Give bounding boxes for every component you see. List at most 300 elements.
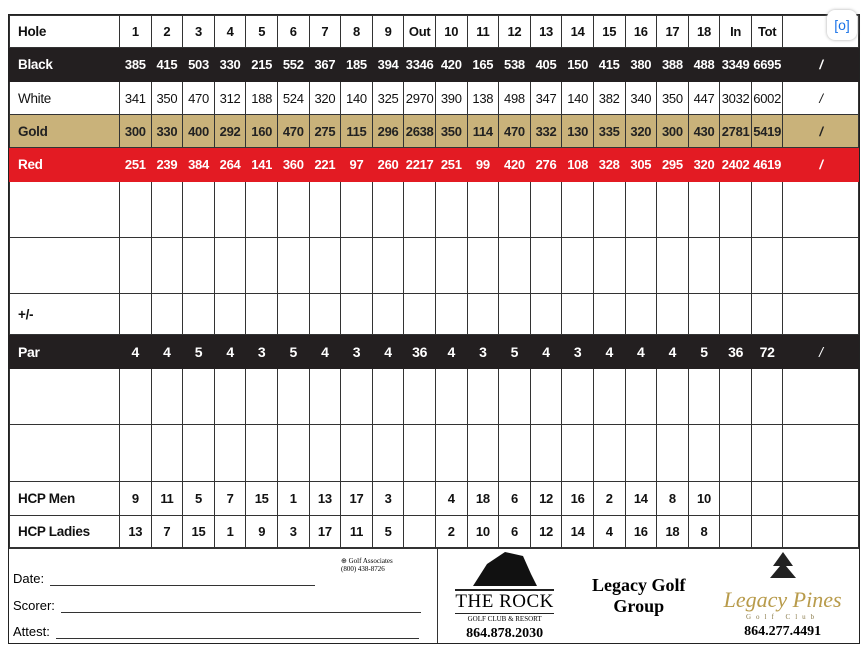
score-cell[interactable] [593,238,625,294]
score-cell[interactable] [309,425,341,482]
score-cell[interactable] [467,182,499,238]
score-cell[interactable] [720,482,752,516]
cell-value: / [783,148,859,182]
score-cell[interactable] [625,182,657,238]
cell-value: 430 [688,115,720,148]
cell-value: 524 [277,82,309,115]
score-cell[interactable] [341,294,373,335]
cell-value: 36 [720,335,752,369]
row-label: HCP Men [10,482,120,516]
score-cell[interactable] [372,182,404,238]
score-cell[interactable] [435,369,467,425]
score-cell[interactable] [751,425,783,482]
cell-value: 5 [183,482,215,516]
score-cell[interactable] [277,238,309,294]
score-cell[interactable] [151,369,183,425]
cell-value: 15 [183,516,215,548]
score-cell[interactable] [783,182,859,238]
row-blank4 [10,425,859,482]
cell-value: 394 [372,48,404,82]
score-cell[interactable] [657,425,689,482]
score-cell[interactable] [499,425,531,482]
legacy-pines-logo [724,552,842,640]
attest-label: Attest: [13,624,50,639]
cell-value: 15 [246,482,278,516]
row-label[interactable] [10,238,120,294]
attest-line[interactable] [13,624,419,639]
cell-value: 384 [183,148,215,182]
cell-value: 14 [625,482,657,516]
cell-value: 5 [499,335,531,369]
cell-value: 140 [562,82,594,115]
score-cell[interactable] [720,182,752,238]
score-cell[interactable] [183,294,215,335]
cell-value: 538 [499,48,531,82]
hole-number: 2 [151,16,183,48]
row-blank1 [10,182,859,238]
legacy-golf-group: Legacy Golf Group [592,575,686,616]
row-red [10,148,859,182]
score-cell[interactable] [404,182,436,238]
row-label[interactable] [10,369,120,425]
scorecard-table [9,15,859,548]
hole-number: 4 [214,16,246,48]
score-cell[interactable] [151,425,183,482]
cell-value: 150 [562,48,594,82]
score-cell[interactable] [183,369,215,425]
cell-value: 114 [467,115,499,148]
score-cell[interactable] [404,294,436,335]
score-cell[interactable] [404,516,436,548]
score-cell[interactable] [562,182,594,238]
score-cell[interactable] [183,425,215,482]
cell-value: 251 [435,148,467,182]
cell-value: / [783,82,859,115]
cell-value: 7 [151,516,183,548]
score-cell[interactable] [467,369,499,425]
cell-value: 130 [562,115,594,148]
score-cell[interactable] [657,369,689,425]
score-cell[interactable] [214,425,246,482]
cell-value: 420 [435,48,467,82]
score-cell[interactable] [783,294,859,335]
score-cell[interactable] [341,182,373,238]
row-label: Gold [10,115,120,148]
score-cell[interactable] [183,182,215,238]
cell-value: 7 [214,482,246,516]
score-cell[interactable] [688,238,720,294]
cell-value: 415 [151,48,183,82]
score-cell[interactable] [341,369,373,425]
score-cell[interactable] [246,425,278,482]
score-cell[interactable] [404,369,436,425]
score-cell[interactable] [277,294,309,335]
score-cell[interactable] [214,238,246,294]
score-cell[interactable] [783,482,859,516]
cell-value: 320 [625,115,657,148]
score-cell[interactable] [246,294,278,335]
score-cell[interactable] [341,425,373,482]
cell-value: 16 [562,482,594,516]
cell-value: 447 [688,82,720,115]
score-cell[interactable] [246,369,278,425]
cell-value: 10 [467,516,499,548]
row-label: Black [10,48,120,82]
row-label[interactable] [10,425,120,482]
score-cell[interactable] [688,182,720,238]
scorecard [8,14,860,644]
cell-value: 5 [372,516,404,548]
score-cell[interactable] [562,369,594,425]
hole-header-row [10,16,859,48]
score-cell[interactable] [751,482,783,516]
cell-value: 3 [341,335,373,369]
row-label: Hole [10,16,120,48]
cell-value: 380 [625,48,657,82]
hole-number: 1 [120,16,152,48]
score-cell[interactable] [783,369,859,425]
cell-value: 36 [404,335,436,369]
cell-value: 141 [246,148,278,182]
score-cell[interactable] [688,369,720,425]
cell-value: 4619 [751,148,783,182]
cell-value: 2638 [404,115,436,148]
row-plusminus [10,294,859,335]
hole-number: 13 [530,16,562,48]
score-cell[interactable] [562,294,594,335]
cell-value: 350 [151,82,183,115]
pines-title: Legacy Pines [723,587,842,612]
score-cell[interactable] [435,238,467,294]
cell-value: 12 [530,516,562,548]
score-cell[interactable] [214,182,246,238]
scan-icon: [o] [834,17,850,33]
pines-phone: 864.277.4491 [744,624,822,639]
score-cell[interactable] [151,294,183,335]
score-cell[interactable] [720,238,752,294]
score-cell[interactable] [657,182,689,238]
row-label: Par [10,335,120,369]
score-cell[interactable] [467,425,499,482]
score-cell[interactable] [372,294,404,335]
hole-number: 17 [657,16,689,48]
cell-value: 347 [530,82,562,115]
hole-number: 3 [183,16,215,48]
cell-value: 470 [499,115,531,148]
hole-number: 12 [499,16,531,48]
cell-value: 328 [593,148,625,182]
cell-value: 13 [120,516,152,548]
cell-value: 390 [435,82,467,115]
score-cell[interactable] [625,369,657,425]
cell-value: 332 [530,115,562,148]
score-cell[interactable] [309,238,341,294]
cell-value: 275 [309,115,341,148]
cell-value: 9 [246,516,278,548]
score-cell[interactable] [246,182,278,238]
score-cell[interactable] [309,294,341,335]
cell-value: 6 [499,516,531,548]
row-label[interactable] [10,182,120,238]
score-cell[interactable] [657,238,689,294]
row-hcpladies [10,516,859,548]
score-cell[interactable] [277,369,309,425]
cell-value: 221 [309,148,341,182]
rock-phone: 864.878.2030 [466,626,544,641]
cell-value: 5 [688,335,720,369]
cell-value: 2781 [720,115,752,148]
hole-number: 6 [277,16,309,48]
score-cell[interactable] [372,369,404,425]
score-cell[interactable] [435,182,467,238]
cell-value: 3 [372,482,404,516]
cell-value: 367 [309,48,341,82]
score-cell[interactable] [720,294,752,335]
pine-tree-icon [768,552,798,582]
score-cell[interactable] [404,482,436,516]
score-cell[interactable] [372,238,404,294]
attest-field[interactable] [56,626,419,639]
score-cell[interactable] [120,425,152,482]
cell-value: 14 [562,516,594,548]
cell-value: 260 [372,148,404,182]
cell-value: 330 [214,48,246,82]
row-black [10,48,859,82]
cell-value: 276 [530,148,562,182]
cell-value: 185 [341,48,373,82]
score-cell[interactable] [562,425,594,482]
score-cell[interactable] [120,294,152,335]
cell-value: 325 [372,82,404,115]
cell-value: 292 [214,115,246,148]
score-cell[interactable] [783,425,859,482]
score-cell[interactable] [720,425,752,482]
golf-associates-mark: ⊕ Golf Associates (800) 438-8726 [341,557,393,573]
scorer-field[interactable] [61,600,421,613]
score-cell[interactable] [625,425,657,482]
cell-value: 10 [688,482,720,516]
score-cell[interactable] [372,425,404,482]
score-cell[interactable] [593,294,625,335]
score-cell[interactable] [341,238,373,294]
row-label: +/- [10,294,120,335]
cell-value: 4 [593,516,625,548]
cell-value: 300 [657,115,689,148]
cell-value: 264 [214,148,246,182]
cell-value: 13 [309,482,341,516]
scorer-line[interactable] [13,598,421,613]
score-cell[interactable] [499,369,531,425]
cell-value: 2970 [404,82,436,115]
cell-value: 4 [214,335,246,369]
cell-value: 11 [341,516,373,548]
cell-value: 2 [593,482,625,516]
score-cell[interactable] [309,182,341,238]
pines-subtitle: Golf Club [745,613,820,621]
score-cell[interactable] [530,369,562,425]
cell-value: 18 [467,482,499,516]
cell-value: 4 [120,335,152,369]
cell-value: 12 [530,482,562,516]
score-cell[interactable] [435,294,467,335]
cell-value: 18 [657,516,689,548]
score-cell[interactable] [467,294,499,335]
hole-number: In [720,16,752,48]
cell-value: 3 [277,516,309,548]
hole-number: 9 [372,16,404,48]
score-cell[interactable] [214,294,246,335]
score-cell[interactable] [120,182,152,238]
cell-value: 11 [151,482,183,516]
score-cell[interactable] [120,238,152,294]
cell-value: / [783,48,859,82]
cell-value: 340 [625,82,657,115]
cell-value: 295 [657,148,689,182]
score-cell[interactable] [530,425,562,482]
score-cell[interactable] [183,238,215,294]
row-white [10,82,859,115]
score-cell[interactable] [309,369,341,425]
rock-title: THE ROCK [455,591,554,612]
score-cell[interactable] [625,238,657,294]
score-cell[interactable] [593,369,625,425]
cell-value: 251 [120,148,152,182]
cell-value: 4 [309,335,341,369]
cell-value: 5419 [751,115,783,148]
hole-number: 14 [562,16,594,48]
hole-number: 7 [309,16,341,48]
cell-value: 1 [214,516,246,548]
score-cell[interactable] [751,516,783,548]
score-cell[interactable] [751,294,783,335]
cell-value: 420 [499,148,531,182]
score-cell[interactable] [751,369,783,425]
date-field[interactable] [50,573,315,586]
score-cell[interactable] [688,425,720,482]
score-cell[interactable] [783,516,859,548]
score-cell[interactable] [214,369,246,425]
score-cell[interactable] [751,182,783,238]
cell-value: 165 [467,48,499,82]
score-cell[interactable] [751,238,783,294]
score-cell[interactable] [530,294,562,335]
cell-value: 4 [372,335,404,369]
hole-number: 10 [435,16,467,48]
rock-mountain-icon [465,550,545,586]
score-cell[interactable] [404,425,436,482]
score-cell[interactable] [151,182,183,238]
cell-value: 335 [593,115,625,148]
score-cell[interactable] [783,238,859,294]
row-label: Red [10,148,120,182]
cell-value: 6695 [751,48,783,82]
date-line[interactable] [13,571,315,586]
cell-value: 140 [341,82,373,115]
cell-value: 3 [246,335,278,369]
cell-value: 470 [277,115,309,148]
score-cell[interactable] [720,516,752,548]
golf-associates-text: Golf Associates [348,557,393,565]
cell-value: 72 [751,335,783,369]
score-cell[interactable] [246,238,278,294]
hole-number: Out [404,16,436,48]
cell-value: 488 [688,48,720,82]
cell-value: 360 [277,148,309,182]
cell-value: 470 [183,82,215,115]
cell-value: 382 [593,82,625,115]
row-label: HCP Ladies [10,516,120,548]
cell-value: 385 [120,48,152,82]
score-cell[interactable] [530,238,562,294]
score-cell[interactable] [688,294,720,335]
cell-value: 3 [467,335,499,369]
cell-value: 9 [120,482,152,516]
cell-value: 296 [372,115,404,148]
score-cell[interactable] [530,182,562,238]
signature-area [9,549,438,643]
cell-value: 5 [183,335,215,369]
score-cell[interactable] [467,238,499,294]
score-cell[interactable] [404,238,436,294]
score-cell[interactable] [562,238,594,294]
score-cell[interactable] [277,425,309,482]
cell-value: 2 [435,516,467,548]
score-cell[interactable] [435,425,467,482]
cell-value: 388 [657,48,689,82]
score-cell[interactable] [120,369,152,425]
lens-scan-button[interactable] [827,10,857,40]
cell-value: 4 [151,335,183,369]
cell-value: / [783,115,859,148]
hole-number: 15 [593,16,625,48]
score-cell[interactable] [593,182,625,238]
score-cell[interactable] [499,294,531,335]
score-cell[interactable] [499,238,531,294]
cell-value: 3346 [404,48,436,82]
score-cell[interactable] [499,182,531,238]
score-cell[interactable] [657,294,689,335]
cell-value: 17 [309,516,341,548]
score-cell[interactable] [625,294,657,335]
row-blank3 [10,369,859,425]
cell-value: 3349 [720,48,752,82]
rock-subtitle: GOLF CLUB & RESORT [455,613,553,623]
row-label: White [10,82,120,115]
cell-value: 8 [657,482,689,516]
cell-value: 4 [593,335,625,369]
hole-number: 5 [246,16,278,48]
score-cell[interactable] [720,369,752,425]
cell-value: 400 [183,115,215,148]
cell-value: 6002 [751,82,783,115]
cell-value: 498 [499,82,531,115]
cell-value: 341 [120,82,152,115]
cell-value: 2402 [720,148,752,182]
hole-number: Tot [751,16,783,48]
cell-value: 17 [341,482,373,516]
cell-value: 8 [688,516,720,548]
cell-value: 160 [246,115,278,148]
hole-number: 16 [625,16,657,48]
cell-value: 320 [309,82,341,115]
score-cell[interactable] [151,238,183,294]
cell-value: 4 [435,335,467,369]
row-blank2 [10,238,859,294]
row-hcpmen [10,482,859,516]
date-label: Date: [13,571,45,586]
score-cell[interactable] [593,425,625,482]
score-cell[interactable] [277,182,309,238]
